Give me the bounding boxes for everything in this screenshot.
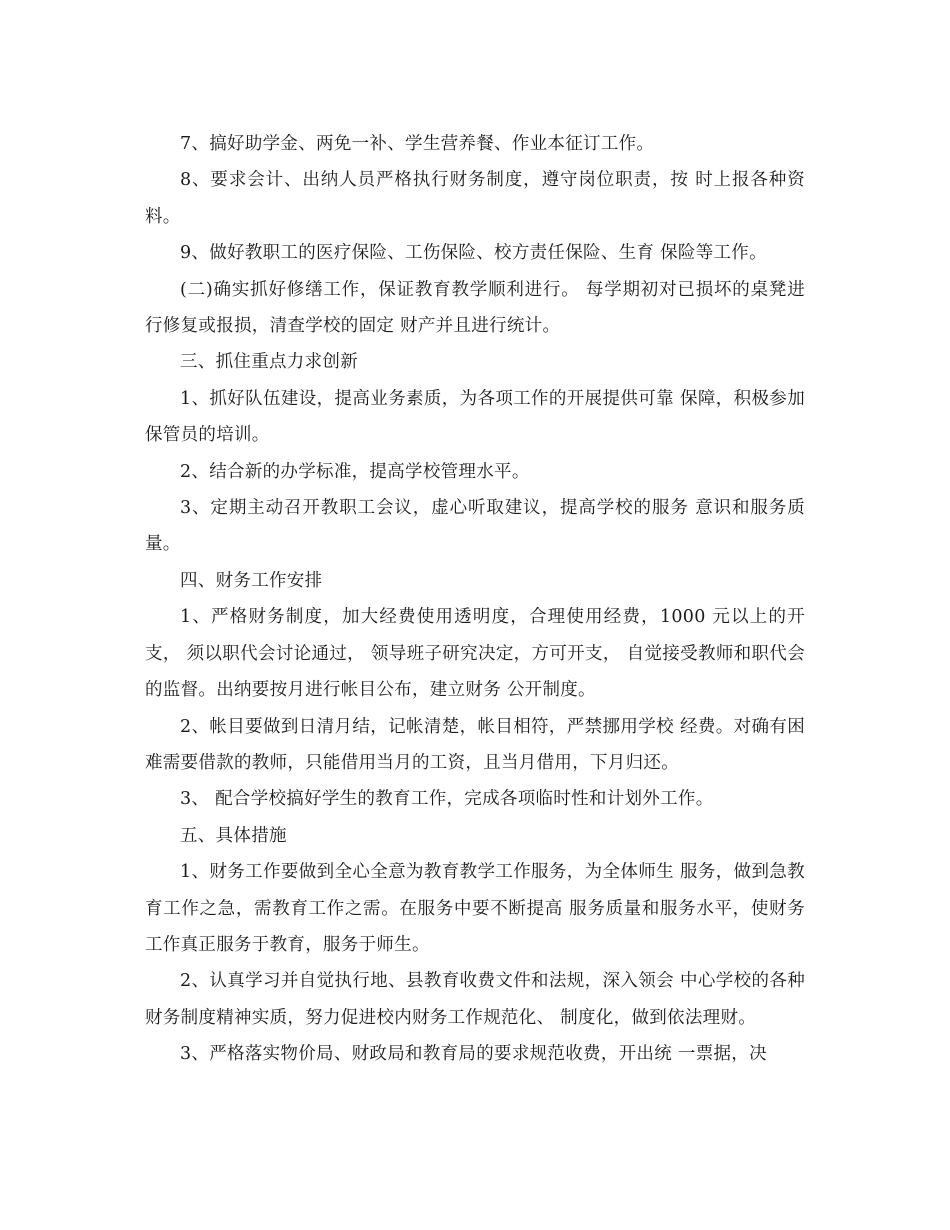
paragraph-4: (二)确实抓好修缮工作，保证教育教学顺利进行。 每学期初对已损坏的桌凳进行修复或报损，清查学校的固定 财产并且进行统计。 bbox=[145, 279, 805, 337]
paragraph-11: 2、帐目要做到日清月结，记帐清楚，帐目相符，严禁挪用学校 经费。对确有困难需要借款的教师，只能借用当月的工资，且当月借用，下月归还。 bbox=[145, 716, 805, 773]
paragraph-16: 3、严格落实物价局、财政局和教育局的要求规范收费，开出统 一票据，决 bbox=[180, 1044, 767, 1065]
section-heading-4: 四、财务工作安排 bbox=[180, 570, 323, 591]
paragraph-12: 3、 配合学校搞好学生的教育工作，完成各项临时性和计划外工作。 bbox=[180, 789, 714, 810]
paragraph-3: 9、做好教职工的医疗保险、工伤保险、校方责任保险、生育 保险等工作。 bbox=[180, 243, 767, 264]
paragraph-8: 3、定期主动召开教职工会议，虚心听取建议，提高学校的服务 意识和服务质量。 bbox=[145, 498, 805, 555]
paragraph-1: 7、搞好助学金、两免一补、学生营养餐、作业本征订工作。 bbox=[180, 134, 655, 154]
paragraph-6: 1、抓好队伍建设，提高业务素质，为各项工作的开展提供可靠 保障，积极参加保管员的培训。 bbox=[145, 388, 805, 446]
paragraph-14: 1、财务工作要做到全心全意为教育教学工作服务，为全体师生 服务，做到急教育工作之急，需教育工作之需。在服务中要不断提高 服务质量和服务水平，使财务工作真正服务于教育，服务于师生。 bbox=[145, 862, 805, 955]
paragraph-15: 2、认真学习并自觉执行地、县教育收费文件和法规，深入领会 中心学校的各种财务制度精神实质，努力促进校内财务工作规范化、 制度化，做到依法理财。 bbox=[145, 971, 805, 1028]
paragraph-7: 2、结合新的办学标准，提高学校管理水平。 bbox=[180, 461, 530, 482]
document-body bbox=[145, 126, 805, 1073]
paragraph-10: 1、严格财务制度，加大经费使用透明度，合理使用经费，1000 元以上的开支， 须以职代会讨论通过， 领导班子研究决定，方可开支， 自觉接受教师和职代会的监督。出纳要按月进行帐目公布，建立财务 公开制度。 bbox=[145, 607, 805, 701]
paragraph-2: 8、要求会计、出纳人员严格执行财务制度，遵守岗位职责，按 时上报各种资料。 bbox=[145, 170, 805, 227]
section-heading-3: 三、抓住重点力求创新 bbox=[180, 352, 358, 373]
section-heading-5: 五、具体措施 bbox=[180, 825, 287, 846]
